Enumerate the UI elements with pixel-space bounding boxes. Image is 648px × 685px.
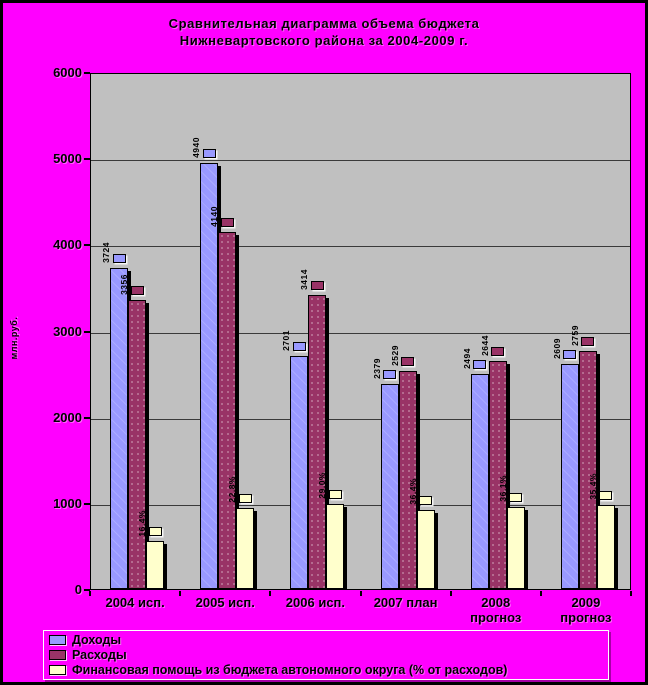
bar-value-text: 2494 <box>461 348 472 370</box>
bar-income-2008 <box>471 374 489 589</box>
bar-income-2007 <box>381 384 399 589</box>
bar-value-label-expense-2009 <box>571 325 595 346</box>
gridline-2000 <box>91 419 630 420</box>
gridline-5000 <box>91 160 630 161</box>
bar-value-label-expense-2004 <box>120 274 144 295</box>
bar-value-text: 36,1% <box>497 475 508 502</box>
bar-aid-2006 <box>326 504 344 589</box>
x-tick-mark <box>450 591 452 596</box>
bar-value-text: 2529 <box>389 345 400 367</box>
bar-expense-2005 <box>218 232 236 589</box>
legend-key-icon <box>49 665 66 675</box>
bar-income-2006 <box>290 356 308 589</box>
bar-aid-2005 <box>236 508 254 589</box>
y-tick-label-0: 0 <box>74 582 82 597</box>
chart-title-line1: Сравнительная диаграмма объема бюджета <box>168 16 480 31</box>
legend-key-icon <box>563 350 576 359</box>
x-category-label-2007 <box>361 595 451 610</box>
bar-value-text: 16,4% <box>137 509 147 537</box>
legend-key-icon <box>311 281 324 290</box>
bar-value-text: 3414 <box>299 268 310 290</box>
bar-value-label-aid-2006 <box>318 472 342 499</box>
bar-shadow <box>344 507 347 589</box>
bar-value-text: 35,4% <box>587 473 598 500</box>
x-category-label-2009 <box>541 595 631 625</box>
y-tick-label-4000: 4000 <box>53 237 82 253</box>
bar-expense-2006 <box>308 295 326 589</box>
legend-key-icon <box>49 650 66 660</box>
plot-area <box>90 73 631 590</box>
legend-key-icon <box>149 527 162 536</box>
chart-title-line2: Нижневартовского района за 2004-2009 г. <box>179 33 469 48</box>
gridline-4000 <box>91 246 630 247</box>
legend-key-icon <box>401 357 414 366</box>
bar-value-label-expense-2005 <box>210 206 234 227</box>
legend-key-icon <box>419 496 432 505</box>
bar-income-2004 <box>110 268 128 589</box>
bar-aid-2004 <box>146 541 164 589</box>
bar-value-text: 36,4% <box>407 478 418 505</box>
bar-value-text: 3724 <box>101 242 111 264</box>
bar-value-label-expense-2008 <box>481 335 505 356</box>
bar-value-label-income-2006 <box>282 330 306 351</box>
bar-value-label-aid-2007 <box>409 478 433 505</box>
bar-value-label-aid-2005 <box>228 476 252 503</box>
x-tick-mark <box>540 591 542 596</box>
x-category-label-2004 <box>90 595 180 610</box>
y-axis-title: млн.руб. <box>9 316 19 360</box>
bar-value-text: 2379 <box>371 358 382 380</box>
legend-key-icon <box>599 491 612 500</box>
legend-key-icon <box>293 342 306 351</box>
bar-value-label-income-2005 <box>192 137 216 158</box>
bar-aid-2007 <box>417 510 435 589</box>
x-tick-mark <box>360 591 362 596</box>
bar-expense-2004 <box>128 300 146 589</box>
x-tick-mark <box>179 591 181 596</box>
gridline-1000 <box>91 505 630 506</box>
bar-value-label-aid-2008 <box>499 475 523 502</box>
legend-key-icon <box>509 493 522 502</box>
bar-value-text: 3356 <box>119 273 129 295</box>
bar-aid-2009 <box>597 505 615 589</box>
x-category-label-line: 2008 <box>481 595 511 610</box>
x-category-label-line: 2006 исп. <box>285 595 346 610</box>
legend-label: Финансовая помощь из бюджета автономного округа (% от расходов) <box>72 662 508 677</box>
legend-key-icon <box>581 337 594 346</box>
gridline-3000 <box>91 333 630 334</box>
y-tick-mark <box>84 417 90 419</box>
bar-shadow <box>525 510 528 589</box>
bar-value-label-expense-2007 <box>391 345 415 366</box>
legend-key-icon <box>131 286 144 295</box>
bar-value-text: 22,8% <box>227 476 238 503</box>
bar-value-text: 4940 <box>191 137 202 159</box>
bar-value-text: 2609 <box>551 338 562 360</box>
y-tick-label-3000: 3000 <box>53 323 82 339</box>
legend-key-icon <box>383 370 396 379</box>
bar-value-label-aid-2009 <box>589 473 613 500</box>
bar-income-2009 <box>561 364 579 589</box>
bar-value-text: 4140 <box>209 206 220 228</box>
y-tick-mark <box>84 72 90 74</box>
bar-value-label-aid-2004 <box>138 510 162 537</box>
bar-value-label-expense-2006 <box>300 269 324 290</box>
bar-value-text: 2644 <box>479 335 490 357</box>
x-tick-mark <box>269 591 271 596</box>
x-category-label-2006 <box>270 595 360 610</box>
bar-value-label-income-2004 <box>102 242 126 263</box>
legend-item-expense <box>49 648 603 662</box>
chart-title <box>3 15 645 49</box>
x-tick-mark <box>630 591 632 596</box>
bar-value-text: 2759 <box>569 325 580 347</box>
x-category-label-line: 2005 исп. <box>195 595 255 610</box>
bar-shadow <box>615 508 618 589</box>
legend-key-icon <box>473 360 486 369</box>
y-tick-label-5000: 5000 <box>53 151 82 167</box>
legend-key-icon <box>203 149 216 158</box>
y-tick-label-2000: 2000 <box>53 409 82 425</box>
legend-key-icon <box>239 494 252 503</box>
bar-shadow <box>164 544 167 589</box>
x-category-label-line: 2009 <box>571 595 601 610</box>
x-category-label-2008 <box>451 595 541 625</box>
x-category-label-line: прогноз <box>470 610 522 625</box>
bar-value-text: 29,0% <box>317 472 328 499</box>
x-category-label-2005 <box>180 595 270 610</box>
legend <box>43 630 609 680</box>
legend-key-icon <box>113 254 126 263</box>
legend-key-icon <box>221 218 234 227</box>
y-tick-mark <box>84 503 90 505</box>
bar-value-text: 2701 <box>281 330 292 352</box>
legend-item-income <box>49 633 603 647</box>
legend-label: Расходы <box>72 647 127 662</box>
y-tick-label-1000: 1000 <box>53 495 82 511</box>
legend-label: Доходы <box>72 633 122 648</box>
x-tick-mark <box>89 591 91 596</box>
x-category-label-line: 2007 план <box>373 595 438 610</box>
bar-aid-2008 <box>507 507 525 589</box>
legend-key-icon <box>329 490 342 499</box>
legend-key-icon <box>49 635 66 645</box>
y-tick-mark <box>84 331 90 333</box>
bar-shadow <box>435 513 438 589</box>
y-tick-mark <box>84 244 90 246</box>
legend-key-icon <box>491 347 504 356</box>
x-category-label-line: 2004 исп. <box>105 595 165 610</box>
y-tick-label-6000: 6000 <box>53 65 82 80</box>
x-category-label-line: прогноз <box>560 610 612 625</box>
bar-expense-2009 <box>579 351 597 589</box>
bar-shadow <box>254 511 257 589</box>
y-tick-mark <box>84 158 90 160</box>
legend-item-aid <box>49 663 603 677</box>
